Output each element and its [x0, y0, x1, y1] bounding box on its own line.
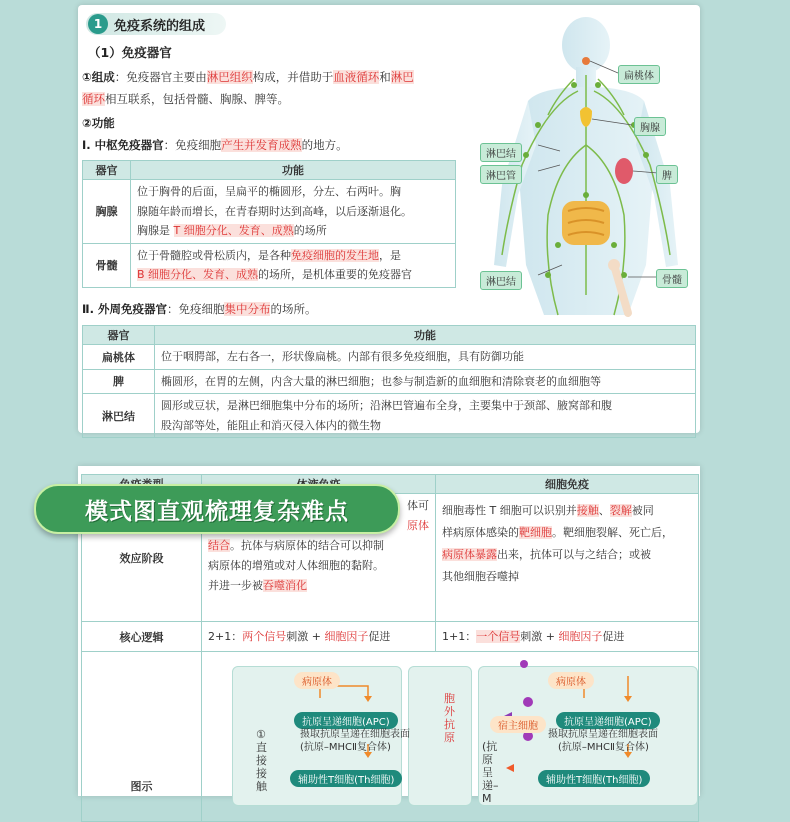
- organ-spleen: 脾: [83, 369, 155, 394]
- col-function: 功能: [131, 161, 456, 180]
- organs-subtitle: （1）免疫器官: [88, 45, 172, 60]
- function-label: ②功能: [82, 116, 115, 130]
- central-organs-table: [82, 160, 456, 288]
- label-spleen: 脾: [656, 165, 678, 184]
- peripheral-organs-table: [82, 325, 696, 438]
- pathogen-right: 病原体: [548, 672, 594, 689]
- th-left: 辅助性T细胞(Th细胞): [290, 770, 402, 787]
- apc-note-right-2: (抗原–MHCⅡ复合体): [558, 742, 649, 753]
- organ-marrow: 骨髓: [83, 243, 131, 287]
- central-organs-line: Ⅰ. 中枢免疫器官：免疫细胞产生并发育成熟的地方。: [82, 138, 348, 152]
- label-lymph-vessel: 淋巴管: [480, 165, 522, 184]
- organ-tonsil: 扁桃体: [83, 345, 155, 370]
- th-right: 辅助性T细胞(Th细胞): [538, 770, 650, 787]
- table-row: [83, 345, 696, 370]
- lymph-node-function: 圆形或豆状，是淋巴细胞集中分布的场所；沿淋巴管遍布全身，主要集中于颈部、腋窝部和腹 股沟部等处，能阻止和消灭侵入体内的微生物: [155, 394, 696, 438]
- host-cell: 宿主细胞: [490, 716, 546, 733]
- humoral-logic: 2+1：两个信号刺激 + 细胞因子促进: [202, 622, 436, 652]
- label-tonsil: 扁桃体: [618, 65, 660, 84]
- spleen-function: 椭圆形，在胃的左侧，内含大量的淋巴细胞；也参与制造新的血细胞和清除衰老的血细胞等: [155, 369, 696, 394]
- col-cellular: 细胞免疫: [436, 475, 699, 494]
- cellular-logic: 1+1：一个信号刺激 + 细胞因子促进: [436, 622, 699, 652]
- marrow-function: 位于骨髓腔或骨松质内，是各种免疫细胞的发生地，是 B 细胞分化、发育、成熟的场所，是机体重要的免疫器官: [131, 243, 456, 287]
- promo-banner: [34, 484, 400, 534]
- table-row: [83, 369, 696, 394]
- effect-stage-label: 效应阶段: [82, 494, 202, 622]
- human-body-figure: [478, 15, 698, 315]
- table-row: [83, 243, 456, 287]
- cellular-effect: 细胞毒性 T 细胞可以识别并接触、裂解被同 样病原体感染的靶细胞。靶细胞裂解、死亡后， 病原体暴露出来，抗体可以与之结合；或被 其他细胞吞噬掉: [436, 494, 699, 622]
- humoral-effect: 体可 原体 结合。抗体与病原体的结合可以抑制 病原体的增殖或对人体细胞的黏附。 并进一步被吞噬消化: [202, 494, 436, 622]
- apc-note-right-1: 摄取抗原呈递在细胞表面: [548, 729, 658, 740]
- composition-line-2: 循环相互联系，包括骨髓、胸腺、脾等。: [82, 92, 289, 106]
- col-function: 功能: [155, 326, 696, 345]
- core-logic-label: 核心逻辑: [82, 622, 202, 652]
- thymus-function: 位于胸骨的后面，呈扁平的椭圆形，分左、右两叶。胸 腺随年龄而增长，在青春期时达到高峰，以后逐渐退化。 胸腺是 T 细胞分化、发育、成熟的场所: [131, 180, 456, 244]
- section-heading: [86, 13, 226, 35]
- banner-text: 模式图直观梳理复杂难点: [85, 498, 349, 525]
- diagram-label: 图示: [82, 652, 202, 822]
- section-title: 免疫系统的组成: [114, 18, 206, 34]
- table-row: [83, 180, 456, 244]
- extracellular-antigen: 胞外抗原: [444, 692, 455, 744]
- immune-organs-card: [78, 5, 700, 433]
- organ-thymus: 胸腺: [83, 180, 131, 244]
- apc-note-left-1: 摄取抗原呈递在细胞表面: [300, 729, 410, 740]
- table-row: [83, 394, 696, 438]
- vertical-right-label: (抗原呈递–M: [482, 740, 499, 805]
- label-bone-marrow: 骨髓: [656, 269, 688, 288]
- organ-lymph-node: 淋巴结: [83, 394, 155, 438]
- col-organ: 器官: [83, 326, 155, 345]
- peripheral-organs-line: Ⅱ. 外周免疫器官：免疫细胞集中分布的场所。: [82, 302, 317, 316]
- direct-contact: ①直接接触: [256, 728, 267, 793]
- col-organ: 器官: [83, 161, 131, 180]
- apc-note-left-2: (抗原–MHCⅡ复合体): [300, 742, 391, 753]
- apc-left: 抗原呈递细胞(APC): [294, 712, 398, 729]
- label-lymph-node: 淋巴结: [480, 143, 522, 162]
- label-lymph-node-2: 淋巴结: [480, 271, 522, 290]
- composition-line-1: ①组成：免疫器官主要由淋巴组织构成，并借助于血液循环和淋巴: [82, 70, 414, 84]
- tonsil-function: 位于咽腭部，左右各一，形状像扁桃。内部有很多免疫细胞，具有防御功能: [155, 345, 696, 370]
- label-thymus: 胸腺: [634, 117, 666, 136]
- apc-right: 抗原呈递细胞(APC): [556, 712, 660, 729]
- section-number: 1: [88, 14, 108, 34]
- pathogen-left: 病原体: [294, 672, 340, 689]
